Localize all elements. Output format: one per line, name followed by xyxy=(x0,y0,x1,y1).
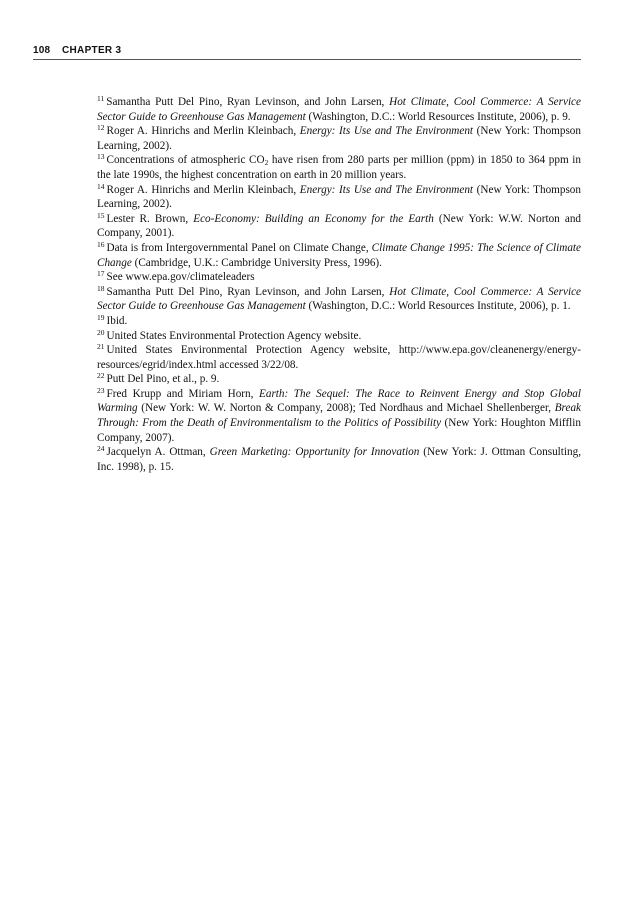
endnote xyxy=(97,343,581,372)
endnote xyxy=(97,285,581,314)
endnote xyxy=(97,212,581,241)
endnote xyxy=(97,314,581,329)
endnote-number: 17 xyxy=(97,269,105,279)
endnote-number: 13 xyxy=(97,152,105,162)
endnote-text: (New York: W. W. Norton & Company, 2008); Ted Nordhaus and Michael Shellenberger, xyxy=(137,402,555,415)
endnote-text: Lester R. Brown, xyxy=(106,212,194,225)
chapter-label: CHAPTER 3 xyxy=(62,45,122,56)
endnote xyxy=(97,329,581,344)
endnote-text: (Cambridge, U.K.: Cambridge University Press, 1996). xyxy=(131,256,382,269)
endnote xyxy=(97,445,581,474)
endnote-title: Energy: Its Use and The Environment xyxy=(299,125,474,138)
endnote-number: 19 xyxy=(97,312,105,322)
endnote-text: Roger A. Hinrichs and Merlin Kleinbach, xyxy=(106,183,300,196)
endnote-number: 21 xyxy=(97,342,105,352)
endnote-number: 23 xyxy=(97,385,105,395)
endnote-title: Eco-Economy: Building an Economy for the Earth xyxy=(193,212,434,225)
endnote-text: (New York: J. Ottman Consulting, Inc. 1998), p. 15. xyxy=(97,446,581,473)
endnote-number: 14 xyxy=(97,181,105,191)
endnote-text: Samantha Putt Del Pino, Ryan Levinson, and John Larsen, xyxy=(106,285,390,298)
endnote-text: (New York: Houghton Mifflin Company, 2007). xyxy=(97,417,581,444)
page-number: 108 xyxy=(33,45,51,56)
endnote-number: 22 xyxy=(97,371,105,381)
endnote xyxy=(97,270,581,285)
endnote-number: 18 xyxy=(97,283,105,293)
endnote-text: United States Environmental Protection Agency website. xyxy=(106,329,362,342)
endnote-number: 11 xyxy=(97,94,105,103)
endnote-title: Hot Climate, Cool Commerce: A Service Sector Guide to Greenhouse Gas Management xyxy=(97,96,581,123)
endnote-text: Ibid. xyxy=(106,314,128,327)
endnote xyxy=(97,241,581,270)
endnote xyxy=(97,124,581,153)
endnote-title: Hot Climate, Cool Commerce: A Service Sector Guide to Greenhouse Gas Management xyxy=(97,285,581,313)
endnote-text: See www.epa.gov/climateleaders xyxy=(106,271,255,284)
endnote-text: (Washington, D.C.: World Resources Institute, 2006), p. 1. xyxy=(305,300,571,313)
endnote-number: 16 xyxy=(97,239,105,249)
endnote-title: Green Marketing: Opportunity for Innovation xyxy=(209,446,420,459)
running-header xyxy=(33,45,581,60)
endnote-text: Jacquelyn A. Ottman, xyxy=(106,446,210,459)
endnote-text: Fred Krupp and Miriam Horn, xyxy=(106,387,260,400)
endnote xyxy=(97,387,581,445)
endnote-text: Data is from Intergovernmental Panel on Climate Change, xyxy=(106,241,372,254)
endnote xyxy=(97,153,581,182)
endnote xyxy=(97,183,581,212)
endnote-subscript: 2 xyxy=(264,158,269,168)
endnotes-list xyxy=(97,95,581,474)
endnote-text: Putt Del Pino, et al., p. 9. xyxy=(106,373,220,386)
endnote xyxy=(97,372,581,387)
endnote-text: United States Environmental Protection Agency website, http://www.epa.gov/cleanenergy/energy-resources/egrid/index.html accessed 3/22/08. xyxy=(97,344,581,371)
endnote-text: (Washington, D.C.: World Resources Institute, 2006), p. 9. xyxy=(305,110,571,123)
endnote-title: Break Through: From the Death of Environmentalism to the Politics of Possibility xyxy=(97,402,581,430)
endnote-title: Earth: The Sequel: The Race to Reinvent Energy and Stop Global Warming xyxy=(97,387,581,415)
endnote-text: have risen from 280 parts per million (ppm) in 1850 to 364 ppm in the late 1990s, the highest concentration on earth in 20 million years. xyxy=(97,154,581,181)
endnote-number: 15 xyxy=(97,210,105,220)
endnote-number: 12 xyxy=(97,123,105,133)
endnote xyxy=(97,95,581,124)
endnote-text: (New York: Thompson Learning, 2002). xyxy=(97,125,581,152)
endnote-text: Samantha Putt Del Pino, Ryan Levinson, and John Larsen, xyxy=(106,96,390,108)
endnote-text: Roger A. Hinrichs and Merlin Kleinbach, xyxy=(106,125,300,138)
endnote-number: 24 xyxy=(97,444,105,454)
endnote-title: Climate Change 1995: The Science of Climate Change xyxy=(97,241,581,269)
endnote-text: (New York: Thompson Learning, 2002). xyxy=(97,183,581,211)
endnote-number: 20 xyxy=(97,327,105,337)
endnote-text: (New York: W.W. Norton and Company, 2001). xyxy=(97,212,582,240)
endnote-text: Concentrations of atmospheric CO xyxy=(106,154,265,167)
endnote-title: Energy: Its Use and The Environment xyxy=(299,183,474,196)
